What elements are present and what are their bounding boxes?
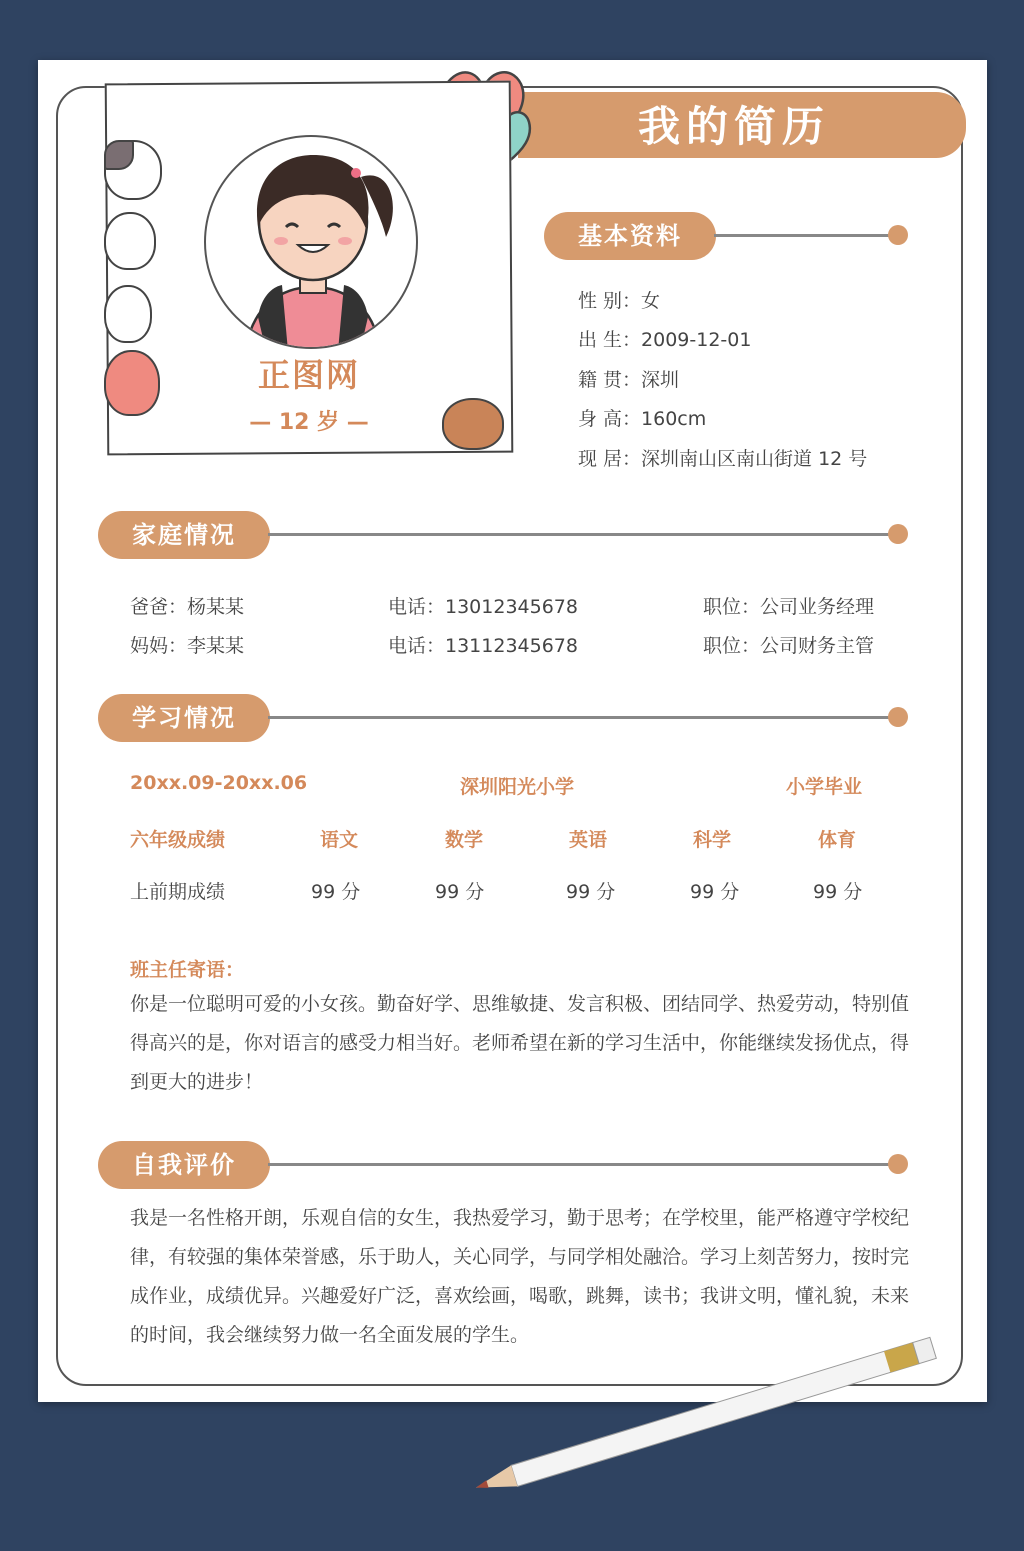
avatar	[204, 135, 418, 349]
basic-info-gender: 性 别：女	[578, 290, 661, 312]
study-period: 20xx.09-20xx.06	[130, 772, 308, 794]
section-title-study: 学习情况	[98, 694, 270, 742]
teacher-comment-title: 班主任寄语：	[130, 959, 245, 981]
grades-row-cell: 上前期成绩	[130, 881, 226, 903]
section-title-self: 自我评价	[98, 1141, 270, 1189]
profile-name: 正图网	[257, 356, 360, 394]
pencil-icon	[455, 1330, 965, 1500]
section-dot	[888, 707, 908, 727]
cat-icon	[104, 212, 156, 270]
family-job: 职位：公司业务经理	[703, 596, 875, 618]
grades-row-cell: 99 分	[566, 881, 616, 903]
family-phone: 电话：13012345678	[388, 596, 578, 618]
dog-icon	[104, 285, 152, 343]
grades-header-cell: 数学	[445, 829, 484, 851]
grades-header-cell: 体育	[818, 829, 857, 851]
section-dot	[888, 524, 908, 544]
teacher-comment: 你是一位聪明可爱的小女孩。勤奋好学、思维敏捷、发言积极、团结同学、热爱劳动，特别值得高兴的是，你对语言的感受力相当好。老师希望在新的学习生活中，你能继续发扬优点，得到更大的进步！	[130, 993, 910, 1093]
basic-info-address: 现 居：深圳南山区南山街道 12 号	[578, 448, 868, 470]
basic-info-height: 身 高：160cm	[578, 408, 707, 430]
self-evaluation: 我是一名性格开朗，乐观自信的女生，我热爱学习，勤于思考；在学校里，能严格遵守学校纪律，有较强的集体荣誉感，乐于助人，关心同学，与同学相处融洽。学习上刻苦努力，按时完成作业，成绩优异。兴趣爱好广泛，喜欢绘画，喝歌，跳舞，读书；我讲文明，懂礼貌，未来的时间，我会继续努力做一名全面发展的学生。	[130, 1207, 910, 1346]
grades-header-cell: 科学	[693, 829, 732, 851]
section-divider	[714, 234, 898, 237]
profile-age: — 12 岁 —	[249, 410, 369, 435]
resume-paper	[38, 60, 987, 1402]
girl-avatar-icon	[206, 137, 418, 349]
basic-info-birth: 出 生：2009-12-01	[578, 329, 752, 351]
study-degree: 小学毕业	[786, 776, 863, 798]
family-member: 妈妈：李某某	[130, 635, 245, 657]
grades-header-cell: 语文	[320, 829, 359, 851]
study-school: 深圳阳光小学	[460, 776, 575, 798]
section-dot	[888, 225, 908, 245]
family-member: 爸爸：杨某某	[130, 596, 245, 618]
family-job: 职位：公司财务主管	[703, 635, 875, 657]
cat-patch-icon	[104, 140, 134, 170]
grades-row-cell: 99 分	[435, 881, 485, 903]
resume-title: 我的简历	[638, 102, 831, 151]
grades-header-cell: 英语	[569, 829, 608, 851]
section-title-basic: 基本资料	[544, 212, 716, 260]
section-divider	[268, 1163, 898, 1166]
section-dot	[888, 1154, 908, 1174]
grades-row-cell: 99 分	[813, 881, 863, 903]
section-title-family: 家庭情况	[98, 511, 270, 559]
grades-row-cell: 99 分	[311, 881, 361, 903]
grades-header-cell: 六年级成绩	[130, 829, 226, 851]
family-phone: 电话：13112345678	[388, 635, 578, 657]
section-divider	[268, 716, 898, 719]
grades-row-cell: 99 分	[690, 881, 740, 903]
section-divider	[268, 533, 898, 536]
basic-info-hometown: 籍 贯：深圳	[578, 369, 680, 391]
